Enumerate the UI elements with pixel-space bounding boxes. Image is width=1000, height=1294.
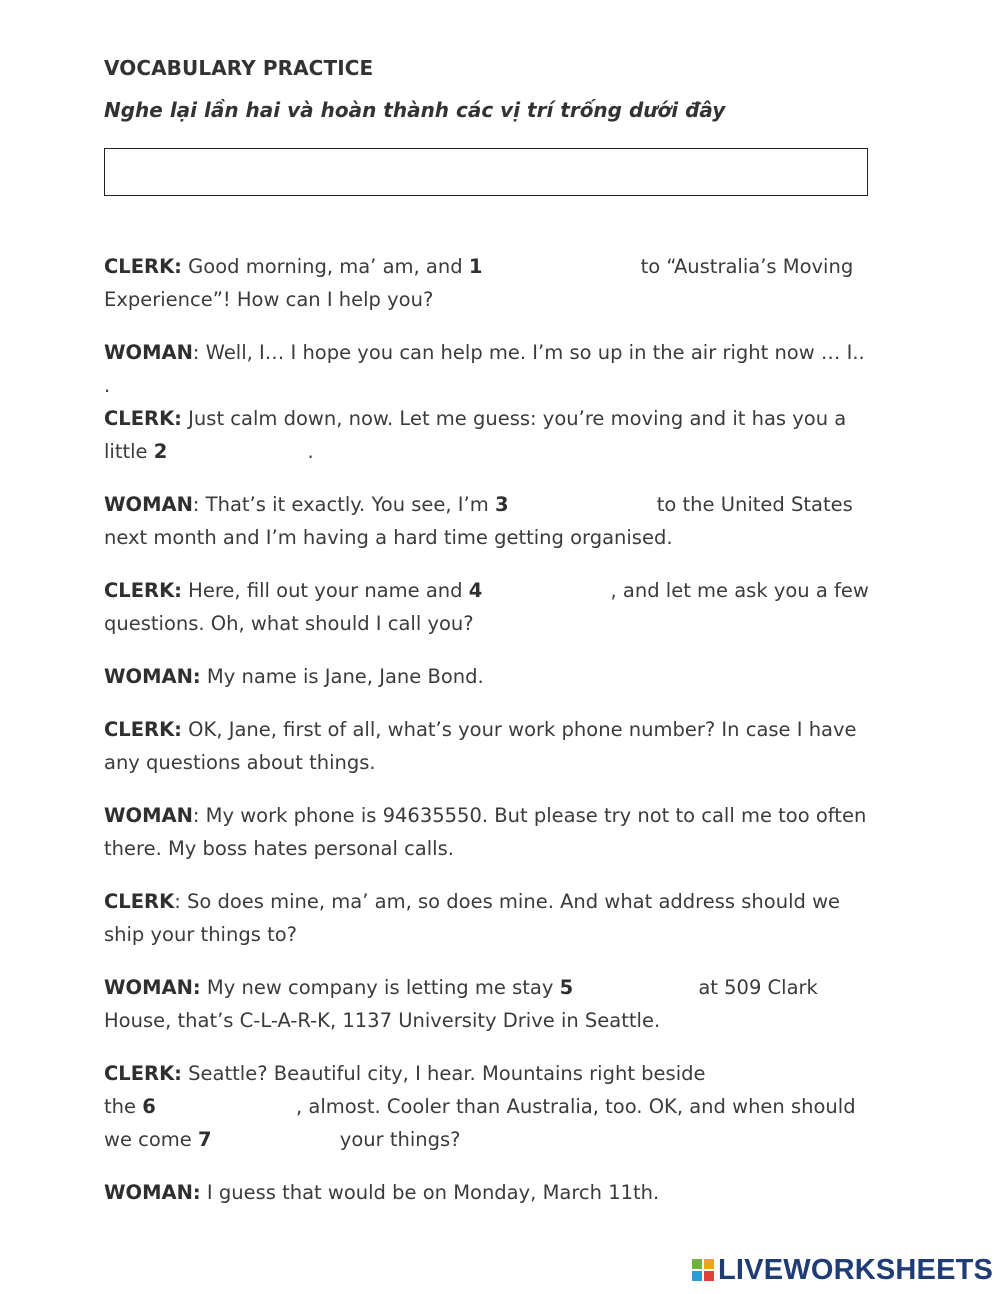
line-text: Good morning, ma’ am, and — [181, 255, 469, 278]
blank-3-input[interactable] — [509, 493, 651, 519]
dialogue-line — [104, 1057, 874, 1156]
blank-number: 4 — [468, 579, 483, 602]
blank-4-input[interactable] — [482, 579, 604, 605]
speaker-label: CLERK: — [104, 579, 182, 602]
line-text: , and let me ask you a few questions. Oh, what should I call you? — [104, 579, 869, 635]
liveworksheets-logo — [692, 1255, 993, 1285]
speaker-label: WOMAN — [104, 493, 193, 516]
speaker-label: CLERK: — [104, 407, 182, 430]
line-text: My new company is letting me stay — [200, 976, 560, 999]
dialogue-line — [104, 971, 874, 1037]
dialogue-line — [104, 660, 874, 693]
speaker-label: CLERK — [104, 890, 175, 913]
speaker-label: CLERK: — [104, 1062, 182, 1085]
answer-box[interactable] — [104, 148, 868, 196]
instruction: Nghe lại lần hai và hoàn thành các vị trí trống dưới đây — [104, 98, 726, 122]
dialogue-line — [104, 336, 874, 468]
line-text: I guess that would be on Monday, March 11th. — [200, 1181, 660, 1204]
line-text: OK, Jane, first of all, what’s your work phone number? In case I have any questions about things. — [104, 718, 857, 774]
line-text: Just calm down, now. Let me guess: you’re moving and it has you a little — [104, 407, 847, 463]
dialogue-line — [104, 574, 874, 640]
logo-text: LIVEWORKSHEETS — [718, 1253, 994, 1286]
line-text: to “Australia’s Moving Experience”! How can I help you? — [104, 255, 854, 311]
speaker-label: WOMAN: — [104, 1181, 201, 1204]
dialogue — [104, 250, 874, 1209]
blank-number: 7 — [198, 1128, 212, 1151]
dialogue-line — [104, 250, 874, 316]
line-text: : Well, I… I hope you can help me. I’m so up in the air right now … I.. . — [104, 341, 865, 397]
blank-number: 3 — [494, 493, 509, 516]
line-text: to the United States next month and I’m having a hard time getting organised. — [104, 493, 853, 549]
page-title: VOCABULARY PRACTICE — [104, 56, 374, 80]
blank-7-input[interactable] — [212, 1128, 334, 1154]
line-text: : So does mine, ma’ am, so does mine. And what address should we ship your things to? — [104, 890, 841, 946]
blank-number: 2 — [153, 440, 168, 463]
line-text: Here, fill out your name and — [181, 579, 469, 602]
line-text: at 509 Clark House, that’s C-L-A-R-K, 1137 University Drive in Seattle. — [104, 976, 818, 1032]
dialogue-line — [104, 885, 874, 951]
dialogue-line — [104, 799, 874, 865]
line-text: : That’s it exactly. You see, I’m — [192, 493, 495, 516]
speaker-label: CLERK: — [104, 718, 182, 741]
line-text: your things? — [333, 1128, 461, 1151]
speaker-label: WOMAN — [104, 804, 193, 827]
line-text: , almost. Cooler than Australia, too. OK, and when should we come — [104, 1095, 856, 1151]
dialogue-line — [104, 713, 874, 779]
speaker-label: WOMAN: — [104, 665, 201, 688]
blank-number: 6 — [142, 1095, 156, 1118]
blank-5-input[interactable] — [573, 976, 692, 1002]
line-text: the — [104, 1095, 143, 1118]
worksheet — [104, 56, 874, 1229]
dialogue-line — [104, 1176, 874, 1209]
blank-6-input[interactable] — [156, 1095, 290, 1121]
blank-1-input[interactable] — [482, 255, 634, 281]
logo-blocks-icon — [692, 1259, 714, 1281]
line-text: : My work phone is 94635550. But please try not to call me too often there. My boss hates personal calls. — [104, 804, 867, 860]
speaker-label: CLERK: — [104, 255, 182, 278]
line-text: My name is Jane, Jane Bond. — [200, 665, 484, 688]
blank-number: 5 — [559, 976, 574, 999]
blank-number: 1 — [468, 255, 483, 278]
speaker-label: WOMAN — [104, 341, 193, 364]
blank-2-input[interactable] — [167, 440, 301, 466]
dialogue-line — [104, 488, 874, 554]
line-text: . — [301, 440, 314, 463]
line-text: Seattle? Beautiful city, I hear. Mountains right beside — [181, 1062, 706, 1085]
speaker-label: WOMAN: — [104, 976, 201, 999]
